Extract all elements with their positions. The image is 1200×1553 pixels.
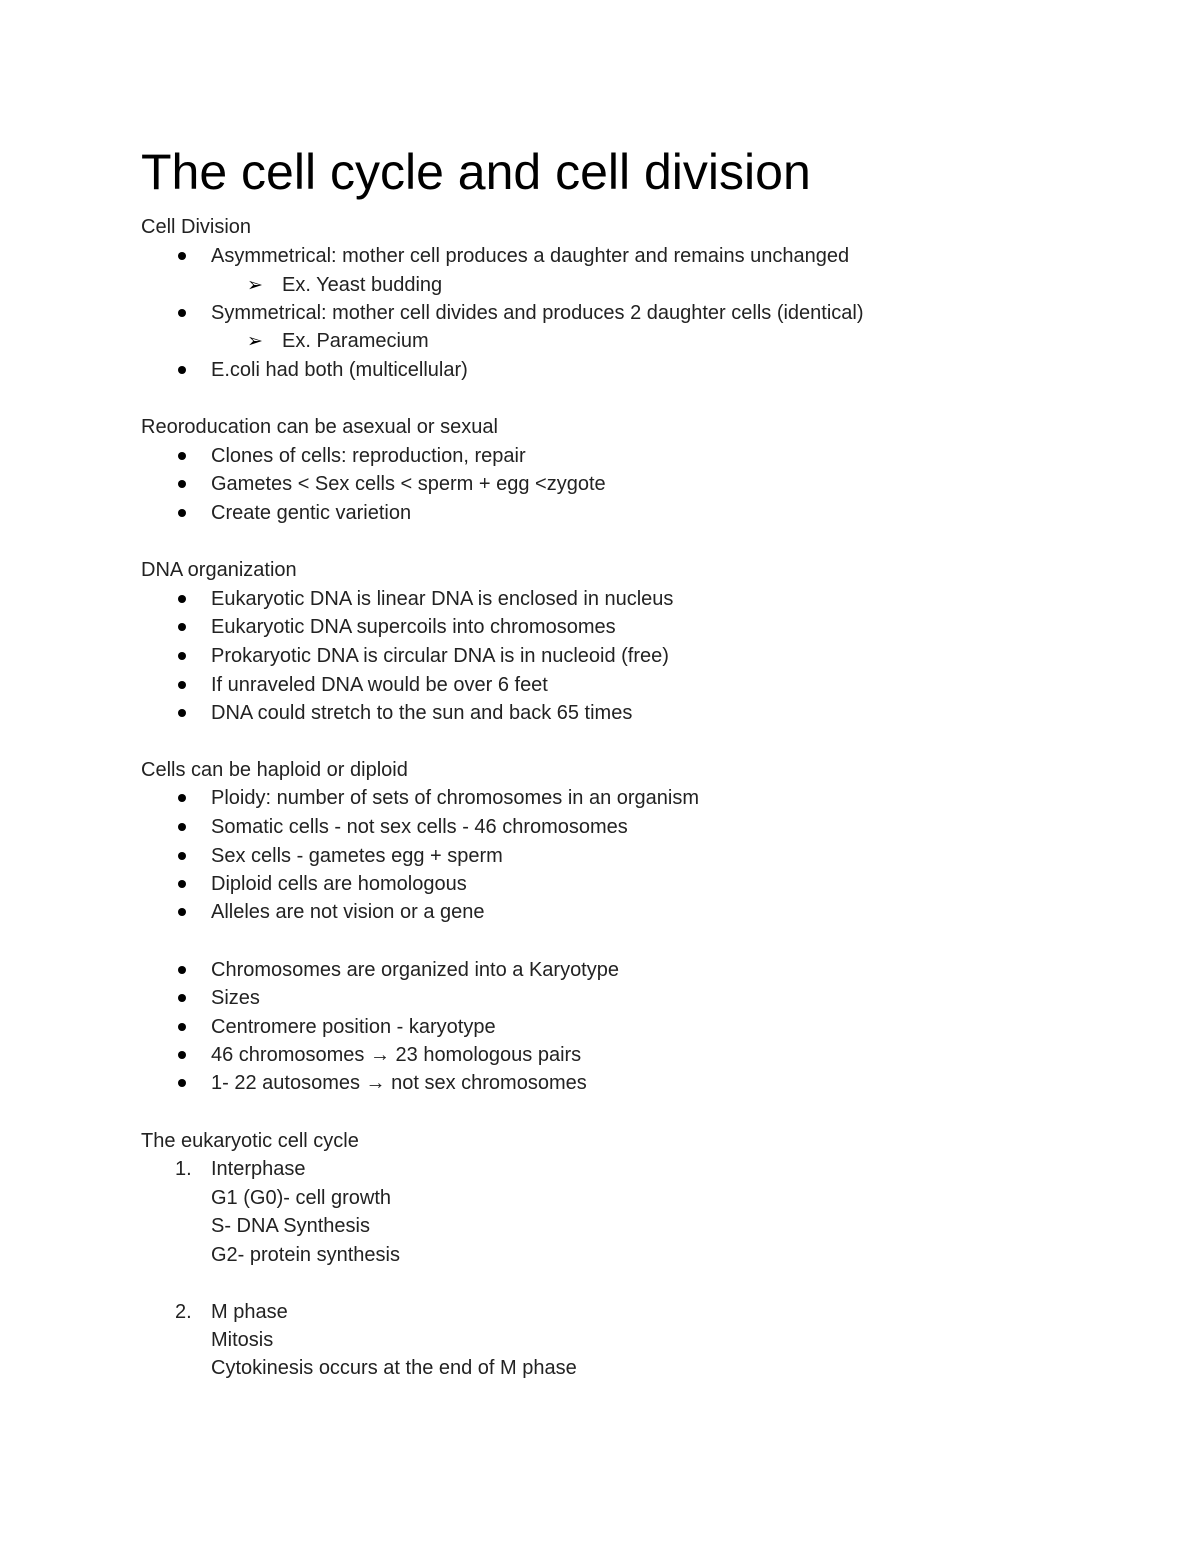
bullet-icon — [178, 452, 186, 460]
list-item: Sex cells - gametes egg + sperm — [211, 845, 503, 867]
page-title: The cell cycle and cell division — [141, 144, 811, 200]
list-item: Sizes — [211, 987, 260, 1009]
bullet-icon — [178, 509, 186, 517]
list-item: 46 chromosomes → 23 homologous pairs — [211, 1044, 582, 1066]
list-item: Create gentic varietion — [211, 502, 412, 524]
step-detail: G1 (G0)- cell growth — [211, 1187, 392, 1209]
step-number: 2. — [175, 1301, 192, 1323]
section-heading: DNA organization — [141, 559, 297, 581]
step-number: 1. — [175, 1158, 192, 1180]
section-heading: Cells can be haploid or diploid — [141, 759, 408, 781]
bullet-icon — [178, 966, 186, 974]
list-item: Diploid cells are homologous — [211, 873, 467, 895]
list-item: Asymmetrical: mother cell produces a daughter and remains unchanged — [211, 245, 850, 267]
section-heading: The eukaryotic cell cycle — [141, 1130, 359, 1152]
bullet-icon — [178, 823, 186, 831]
step-detail: Cytokinesis occurs at the end of M phase — [211, 1357, 577, 1379]
step-detail: G2- protein synthesis — [211, 1244, 400, 1266]
bullet-icon — [178, 1079, 186, 1087]
bullet-icon — [178, 709, 186, 717]
bullet-icon — [178, 794, 186, 802]
list-item: Prokaryotic DNA is circular DNA is in nucleoid (free) — [211, 645, 669, 667]
list-item: Centromere position - karyotype — [211, 1016, 496, 1038]
bullet-icon — [178, 480, 186, 488]
list-item: Clones of cells: reproduction, repair — [211, 445, 526, 467]
bullet-icon — [178, 1051, 186, 1059]
bullet-icon — [178, 908, 186, 916]
arrow-bullet-icon: ➢ — [247, 330, 263, 352]
bullet-icon — [178, 880, 186, 888]
step-detail: Mitosis — [211, 1329, 274, 1351]
bullet-icon — [178, 681, 186, 689]
list-item: 1- 22 autosomes → not sex chromosomes — [211, 1072, 587, 1094]
list-item: Gametes < Sex cells < sperm + egg <zygote — [211, 473, 606, 495]
arrow-bullet-icon: ➢ — [247, 274, 263, 296]
list-item: Somatic cells - not sex cells - 46 chromosomes — [211, 816, 628, 838]
step-label: M phase — [211, 1301, 288, 1323]
list-item: DNA could stretch to the sun and back 65 times — [211, 702, 633, 724]
section-heading: Reoroducation can be asexual or sexual — [141, 416, 498, 438]
list-item: Symmetrical: mother cell divides and produces 2 daughter cells (identical) — [211, 302, 864, 324]
bullet-icon — [178, 252, 186, 260]
bullet-icon — [178, 595, 186, 603]
sub-list-item: Ex. Paramecium — [282, 330, 429, 352]
list-item: E.coli had both (multicellular) — [211, 359, 468, 381]
list-item: Eukaryotic DNA supercoils into chromosomes — [211, 616, 616, 638]
bullet-icon — [178, 652, 186, 660]
list-item: Ploidy: number of sets of chromosomes in an organism — [211, 787, 699, 809]
bullet-icon — [178, 623, 186, 631]
bullet-icon — [178, 852, 186, 860]
bullet-icon — [178, 1023, 186, 1031]
bullet-icon — [178, 366, 186, 374]
list-item: Eukaryotic DNA is linear DNA is enclosed in nucleus — [211, 588, 674, 610]
step-label: Interphase — [211, 1158, 306, 1180]
list-item: If unraveled DNA would be over 6 feet — [211, 674, 548, 696]
list-item: Alleles are not vision or a gene — [211, 901, 485, 923]
sub-list-item: Ex. Yeast budding — [282, 274, 443, 296]
list-item: Chromosomes are organized into a Karyotype — [211, 959, 619, 981]
bullet-icon — [178, 994, 186, 1002]
step-detail: S- DNA Synthesis — [211, 1215, 370, 1237]
section-heading: Cell Division — [141, 216, 252, 238]
bullet-icon — [178, 309, 186, 317]
